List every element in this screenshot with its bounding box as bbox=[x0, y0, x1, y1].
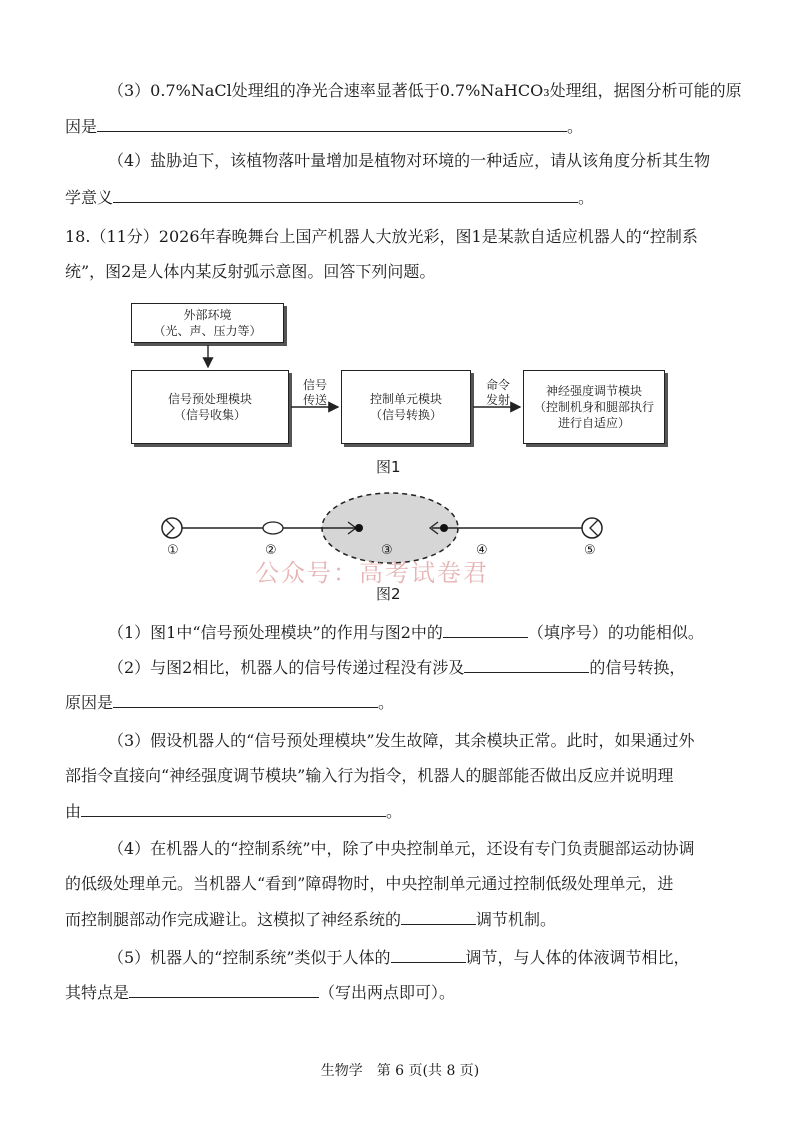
q18-s2-line2 bbox=[65, 691, 800, 714]
fig1-env-title: 外部环境 bbox=[183, 308, 232, 322]
fig1-control-title: 控制单元模块 bbox=[369, 392, 442, 406]
q18-intro-line2: 统”，图2是人体内某反射弧示意图。回答下列问题。 bbox=[65, 262, 436, 281]
q18-s4-line2: 的低级处理单元。当机器人“看到”障碍物时，中央控制单元通过控制低级处理单元，进 bbox=[65, 874, 674, 893]
q17-part3-suffix: 。 bbox=[567, 117, 584, 136]
q18-s3-line3-suffix: 。 bbox=[386, 802, 403, 821]
fig1-neuro-sub1: （控制机身和腿部执行 bbox=[533, 400, 654, 414]
fig1-neuro-sub2: 进行自适应） bbox=[557, 416, 630, 430]
q18-s1-suffix: （填序号）的功能相似。 bbox=[527, 623, 704, 642]
fig1-arrow2-label-2: 发射 bbox=[485, 393, 510, 407]
q17-part4-prefix: 学意义 bbox=[65, 188, 114, 207]
q18-s5-answer-blank2[interactable] bbox=[129, 981, 319, 998]
fig1-arrows bbox=[0, 0, 800, 500]
q18-intro-line1: 18.（11分）2026年春晚舞台上国产机器人大放光彩，图1是某款自适应机器人的“控制系 bbox=[65, 227, 698, 246]
fig1-env-sub: （光、声、压力等） bbox=[153, 324, 262, 338]
q18-s1-prefix: （1）图1中“信号预处理模块”的作用与图2中的 bbox=[108, 623, 443, 642]
q18-s1-answer-blank[interactable] bbox=[443, 621, 528, 638]
q18-s3-line2: 部指令直接向“神经强度调节模块”输入行为指令，机器人的腿部能否做出反应并说明理 bbox=[65, 766, 674, 785]
fig2-ganglion-icon bbox=[263, 522, 283, 534]
fig2-effector-icon bbox=[582, 518, 602, 538]
q18-s5-line1 bbox=[108, 946, 800, 969]
q17-part4-line1: （4）盐胁迫下，该植物落叶量增加是植物对环境的一种适应，请从该角度分析其生物 bbox=[108, 151, 711, 170]
fig1-preprocess-sub: （信号收集） bbox=[173, 408, 246, 422]
q18-s2-suffix: 的信号转换， bbox=[589, 658, 686, 677]
fig1-arrow1-label bbox=[300, 378, 330, 408]
fig1-control-sub: （信号转换） bbox=[369, 408, 442, 422]
q18-s4-line1: （4）在机器人的“控制系统”中，除了中央控制单元，还设有专门负责腿部运动协调 bbox=[108, 839, 695, 858]
q18-s3-line3 bbox=[65, 800, 800, 823]
q18-s5-answer-blank1[interactable] bbox=[391, 946, 466, 963]
fig2-label-3: ③ bbox=[381, 543, 393, 558]
q18-s5-line2-prefix: 其特点是 bbox=[65, 983, 130, 1002]
q18-s3-answer-blank[interactable] bbox=[81, 800, 386, 817]
q18-s5-line2 bbox=[65, 981, 800, 1004]
watermark: 公众号：高考试卷君 bbox=[255, 559, 489, 587]
fig2-synapse-1 bbox=[355, 524, 363, 532]
q18-s1-line bbox=[108, 621, 800, 644]
fig2-receptor-icon bbox=[162, 518, 182, 538]
q18-s4-line3-prefix: 而控制腿部动作完成避让。这模拟了神经系统的 bbox=[65, 910, 402, 929]
q18-s4-line3-suffix: 调节机制。 bbox=[476, 910, 557, 929]
q18-s2-line2-prefix: 原因是 bbox=[65, 693, 114, 712]
fig2-label-2: ② bbox=[265, 543, 277, 558]
q18-s2-line2-suffix: 。 bbox=[378, 693, 395, 712]
fig2-label-1: ① bbox=[167, 543, 179, 558]
fig1-arrow2-label-1: 命令 bbox=[485, 378, 510, 392]
fig2-label-5: ⑤ bbox=[584, 543, 596, 558]
q18-s4-line3 bbox=[65, 908, 800, 931]
fig1-caption: 图1 bbox=[376, 458, 401, 476]
fig2-caption: 图2 bbox=[376, 585, 401, 603]
q18-s5-suffix: 调节，与人体的体液调节相比， bbox=[465, 948, 690, 967]
q18-s4-answer-blank[interactable] bbox=[401, 908, 476, 925]
fig1-arrow1-label-2: 传送 bbox=[302, 393, 327, 407]
q18-s2-answer-blank1[interactable] bbox=[464, 656, 589, 673]
q18-s5-prefix: （5）机器人的“控制系统”类似于人体的 bbox=[108, 948, 391, 967]
fig1-arrow1-label-1: 信号 bbox=[302, 378, 327, 392]
fig1-arrow2-label bbox=[483, 378, 513, 408]
fig2-synapse-2 bbox=[440, 524, 448, 532]
page-footer: 生物学 第 6 页(共 8 页) bbox=[320, 1063, 480, 1079]
q18-s3-line1: （3）假设机器人的“信号预处理模块”发生故障，其余模块正常。此时，如果通过外 bbox=[108, 731, 695, 750]
q18-s5-line2-suffix: （写出两点即可）。 bbox=[319, 983, 456, 1002]
q18-s2-prefix: （2）与图2相比，机器人的信号传递过程没有涉及 bbox=[108, 658, 465, 677]
fig1-preprocess-title: 信号预处理模块 bbox=[167, 392, 252, 406]
q18-s2-line1 bbox=[108, 656, 800, 679]
q18-s2-answer-blank2[interactable] bbox=[113, 691, 378, 708]
q17-part3-line1: （3）0.7%NaCl处理组的净光合速率显著低于0.7%NaHCO₃处理组，据图分析可能的原 bbox=[108, 81, 742, 100]
q17-part3-prefix: 因是 bbox=[65, 117, 98, 136]
q17-part4-suffix: 。 bbox=[578, 188, 595, 207]
fig1-neuro-title: 神经强度调节模块 bbox=[545, 384, 642, 398]
q18-s3-line3-prefix: 由 bbox=[65, 802, 82, 821]
fig2-label-4: ④ bbox=[476, 543, 488, 558]
